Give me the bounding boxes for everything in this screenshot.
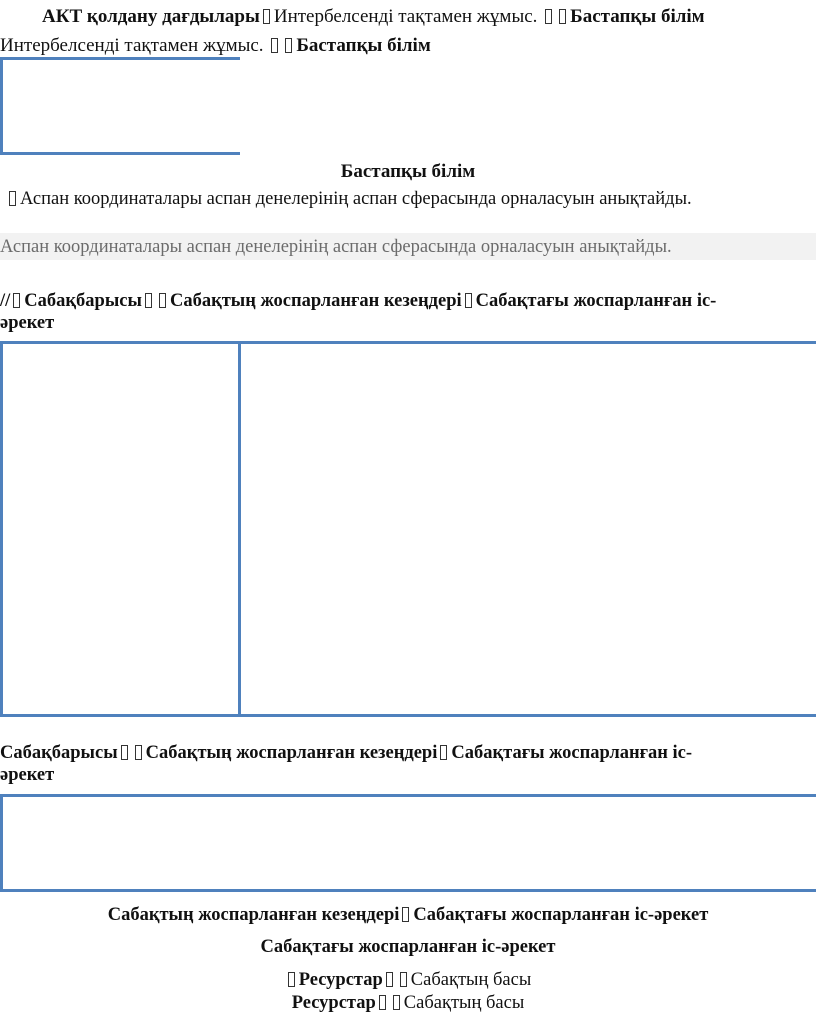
table-column-divider xyxy=(238,341,241,717)
box-bottom-rule xyxy=(0,152,240,155)
missing-glyph-icon xyxy=(121,745,128,760)
lesson-table-2 xyxy=(0,794,816,892)
missing-glyph-icon xyxy=(288,972,295,987)
box-left-rule xyxy=(0,57,3,155)
missing-glyph-icon xyxy=(271,38,278,53)
resources-label: Ресурстар xyxy=(291,993,376,1013)
resources-label: Ресурстар xyxy=(298,970,383,990)
missing-glyph-icon xyxy=(386,972,393,987)
title-part-c: Сабақтағы жоспарланған іс- xyxy=(475,291,717,311)
missing-glyph-icon xyxy=(135,745,142,760)
activity-line: Сабақтағы жоспарланған іс-әрекет xyxy=(260,937,556,957)
lesson-title-2 xyxy=(0,742,692,764)
plain-paragraph: Аспан координаталары аспан денелерінің аспан сферасында орналасуын анықтайды. xyxy=(0,237,672,257)
lesson-table-1 xyxy=(0,341,816,717)
header-line-1 xyxy=(42,6,705,28)
title-part-a: Сабақбарысы xyxy=(0,743,118,763)
missing-glyph-icon xyxy=(400,972,407,987)
header-bold-end: Бастапқы білім xyxy=(296,35,431,56)
missing-glyph-icon xyxy=(13,293,20,308)
stages-text-b: Сабақтағы жоспарланған іс-әрекет xyxy=(413,905,709,925)
lesson-start-text: Сабақтың басы xyxy=(410,970,532,990)
lesson-title-1 xyxy=(0,290,716,312)
missing-glyph-icon xyxy=(285,38,292,53)
header-bold-end: Бастапқы білім xyxy=(570,6,705,27)
bullet-paragraph xyxy=(6,188,692,210)
lesson-title-1-wrap: әрекет xyxy=(0,313,55,333)
bullet-text: Аспан координаталары аспан денелерінің аспан сферасында орналасуын анықтайды. xyxy=(20,189,692,209)
missing-glyph-icon xyxy=(559,9,566,24)
missing-glyph-icon xyxy=(402,907,409,922)
missing-glyph-icon xyxy=(545,9,552,24)
title-part-b: Сабақтың жоспарланған кезеңдері xyxy=(145,743,438,763)
bullet-glyph-icon xyxy=(9,191,16,206)
missing-glyph-icon xyxy=(379,995,386,1010)
title-prefix: // xyxy=(0,291,11,311)
section-heading: Бастапқы білім xyxy=(340,161,476,182)
missing-glyph-icon xyxy=(393,995,400,1010)
header-normal-text: Интербелсенді тақтамен жұмыс. xyxy=(0,35,264,56)
missing-glyph-icon xyxy=(440,745,447,760)
header-line-2 xyxy=(0,35,431,57)
resources-line-1 xyxy=(0,969,816,991)
missing-glyph-icon xyxy=(145,293,152,308)
lesson-title-2-wrap: әрекет xyxy=(0,765,55,785)
stages-text-a: Сабақтың жоспарланған кезеңдері xyxy=(107,905,400,925)
missing-glyph-icon xyxy=(263,9,270,24)
resources-line-2 xyxy=(0,992,816,1014)
title-part-b: Сабақтың жоспарланған кезеңдері xyxy=(169,291,462,311)
title-part-a: Сабақбарысы xyxy=(24,291,142,311)
box-top-rule xyxy=(0,57,240,60)
lesson-start-text: Сабақтың басы xyxy=(403,993,525,1013)
missing-glyph-icon xyxy=(159,293,166,308)
header-bold-text: АКТ қолдану дағдылары xyxy=(42,6,260,27)
stages-line xyxy=(0,904,816,926)
header-normal-text: Интербелсенді тақтамен жұмыс. xyxy=(273,6,538,27)
missing-glyph-icon xyxy=(465,293,472,308)
title-part-c: Сабақтағы жоспарланған іс- xyxy=(451,743,693,763)
